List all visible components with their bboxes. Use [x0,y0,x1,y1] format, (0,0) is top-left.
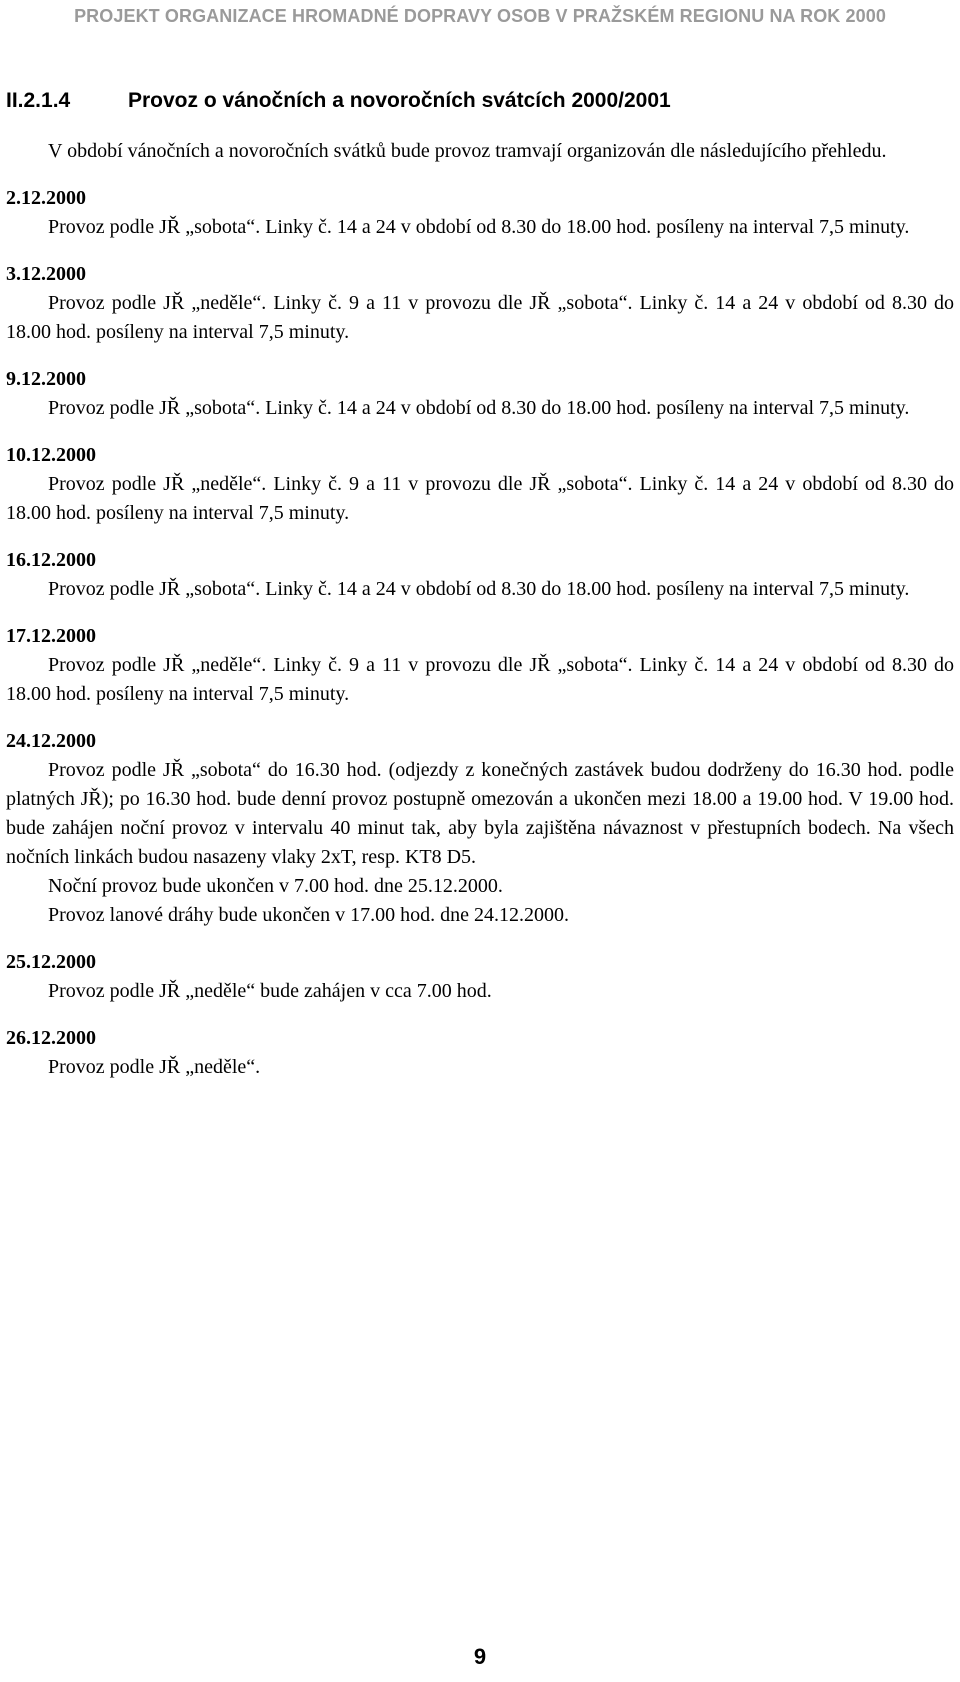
entry-note: Noční provoz bude ukončen v 7.00 hod. dne 25.12.2000. [48,875,503,897]
page-number: 9 [473,1644,487,1669]
entry-text: Provoz podle JŘ „neděle“. [48,1056,261,1078]
entry-date: 24.12.2000 [6,730,96,752]
schedule-entry [6,441,954,528]
entry-date: 3.12.2000 [6,263,86,285]
entry-date: 10.12.2000 [6,444,96,466]
entry-text: Provoz podle JŘ „neděle“. Linky č. 9 a 11 v provozu dle JŘ „sobota“. Linky č. 14 a 24 v období od 8.30 do 18.00 hod. posíleny na interval 7,5 minuty. [6,654,954,705]
entry-text: Provoz podle JŘ „sobota“. Linky č. 14 a 24 v období od 8.30 do 18.00 hod. posíleny na interval 7,5 minuty. [48,578,910,600]
schedule-entry [6,546,954,604]
schedule-entry [6,260,954,347]
entry-text: Provoz podle JŘ „sobota“. Linky č. 14 a 24 v období od 8.30 do 18.00 hod. posíleny na interval 7,5 minuty. [48,216,910,238]
entry-date: 2.12.2000 [6,187,86,209]
running-header: PROJEKT ORGANIZACE HROMADNÉ DOPRAVY OSOB V PRAŽSKÉM REGIONU NA ROK 2000 [74,6,886,26]
schedule-entry [6,1024,954,1082]
schedule-entry [6,184,954,242]
schedule-entry [6,622,954,709]
entry-text: Provoz podle JŘ „neděle“. Linky č. 9 a 11 v provozu dle JŘ „sobota“. Linky č. 14 a 24 v období od 8.30 do 18.00 hod. posíleny na interval 7,5 minuty. [6,473,954,524]
entry-text: Provoz podle JŘ „neděle“ bude zahájen v cca 7.00 hod. [48,980,492,1002]
section-number: II.2.1.4 [6,89,71,112]
entry-note: Provoz lanové dráhy bude ukončen v 17.00 hod. dne 24.12.2000. [48,904,570,926]
entry-text: Provoz podle JŘ „sobota“. Linky č. 14 a 24 v období od 8.30 do 18.00 hod. posíleny na interval 7,5 minuty. [48,397,910,419]
entry-text: Provoz podle JŘ „neděle“. Linky č. 9 a 11 v provozu dle JŘ „sobota“. Linky č. 14 a 24 v období od 8.30 do 18.00 hod. posíleny na interval 7,5 minuty. [6,292,954,343]
entry-date: 9.12.2000 [6,368,86,390]
entry-date: 16.12.2000 [6,549,96,571]
entry-date: 25.12.2000 [6,951,96,973]
intro-paragraph: V období vánočních a novoročních svátků bude provoz tramvají organizován dle následujícího přehledu. [48,140,887,162]
schedule-entry [6,365,954,423]
entry-date: 26.12.2000 [6,1027,96,1049]
entry-text: Provoz podle JŘ „sobota“ do 16.30 hod. (odjezdy z konečných zastávek budou dodrženy do 16.30 hod. podle platných JŘ); po 16.30 hod. bude denní provoz postupně omezován a ukončen mezi 18.00 a 19.00 hod. V 19.00 hod. bude zahájen noční provoz v intervalu 40 minut tak, aby byla zajištěna návaznost v přestupních bodech. Na všech nočních linkách budou nasazeny vlaky 2xT, resp. KT8 D5. [6,759,954,868]
schedule-entry [6,948,954,1006]
document-body [6,137,954,1100]
entry-date: 17.12.2000 [6,625,96,647]
schedule-entry [6,727,954,930]
section-heading [6,89,956,113]
section-title: Provoz o vánočních a novoročních svátcích 2000/2001 [128,89,671,112]
